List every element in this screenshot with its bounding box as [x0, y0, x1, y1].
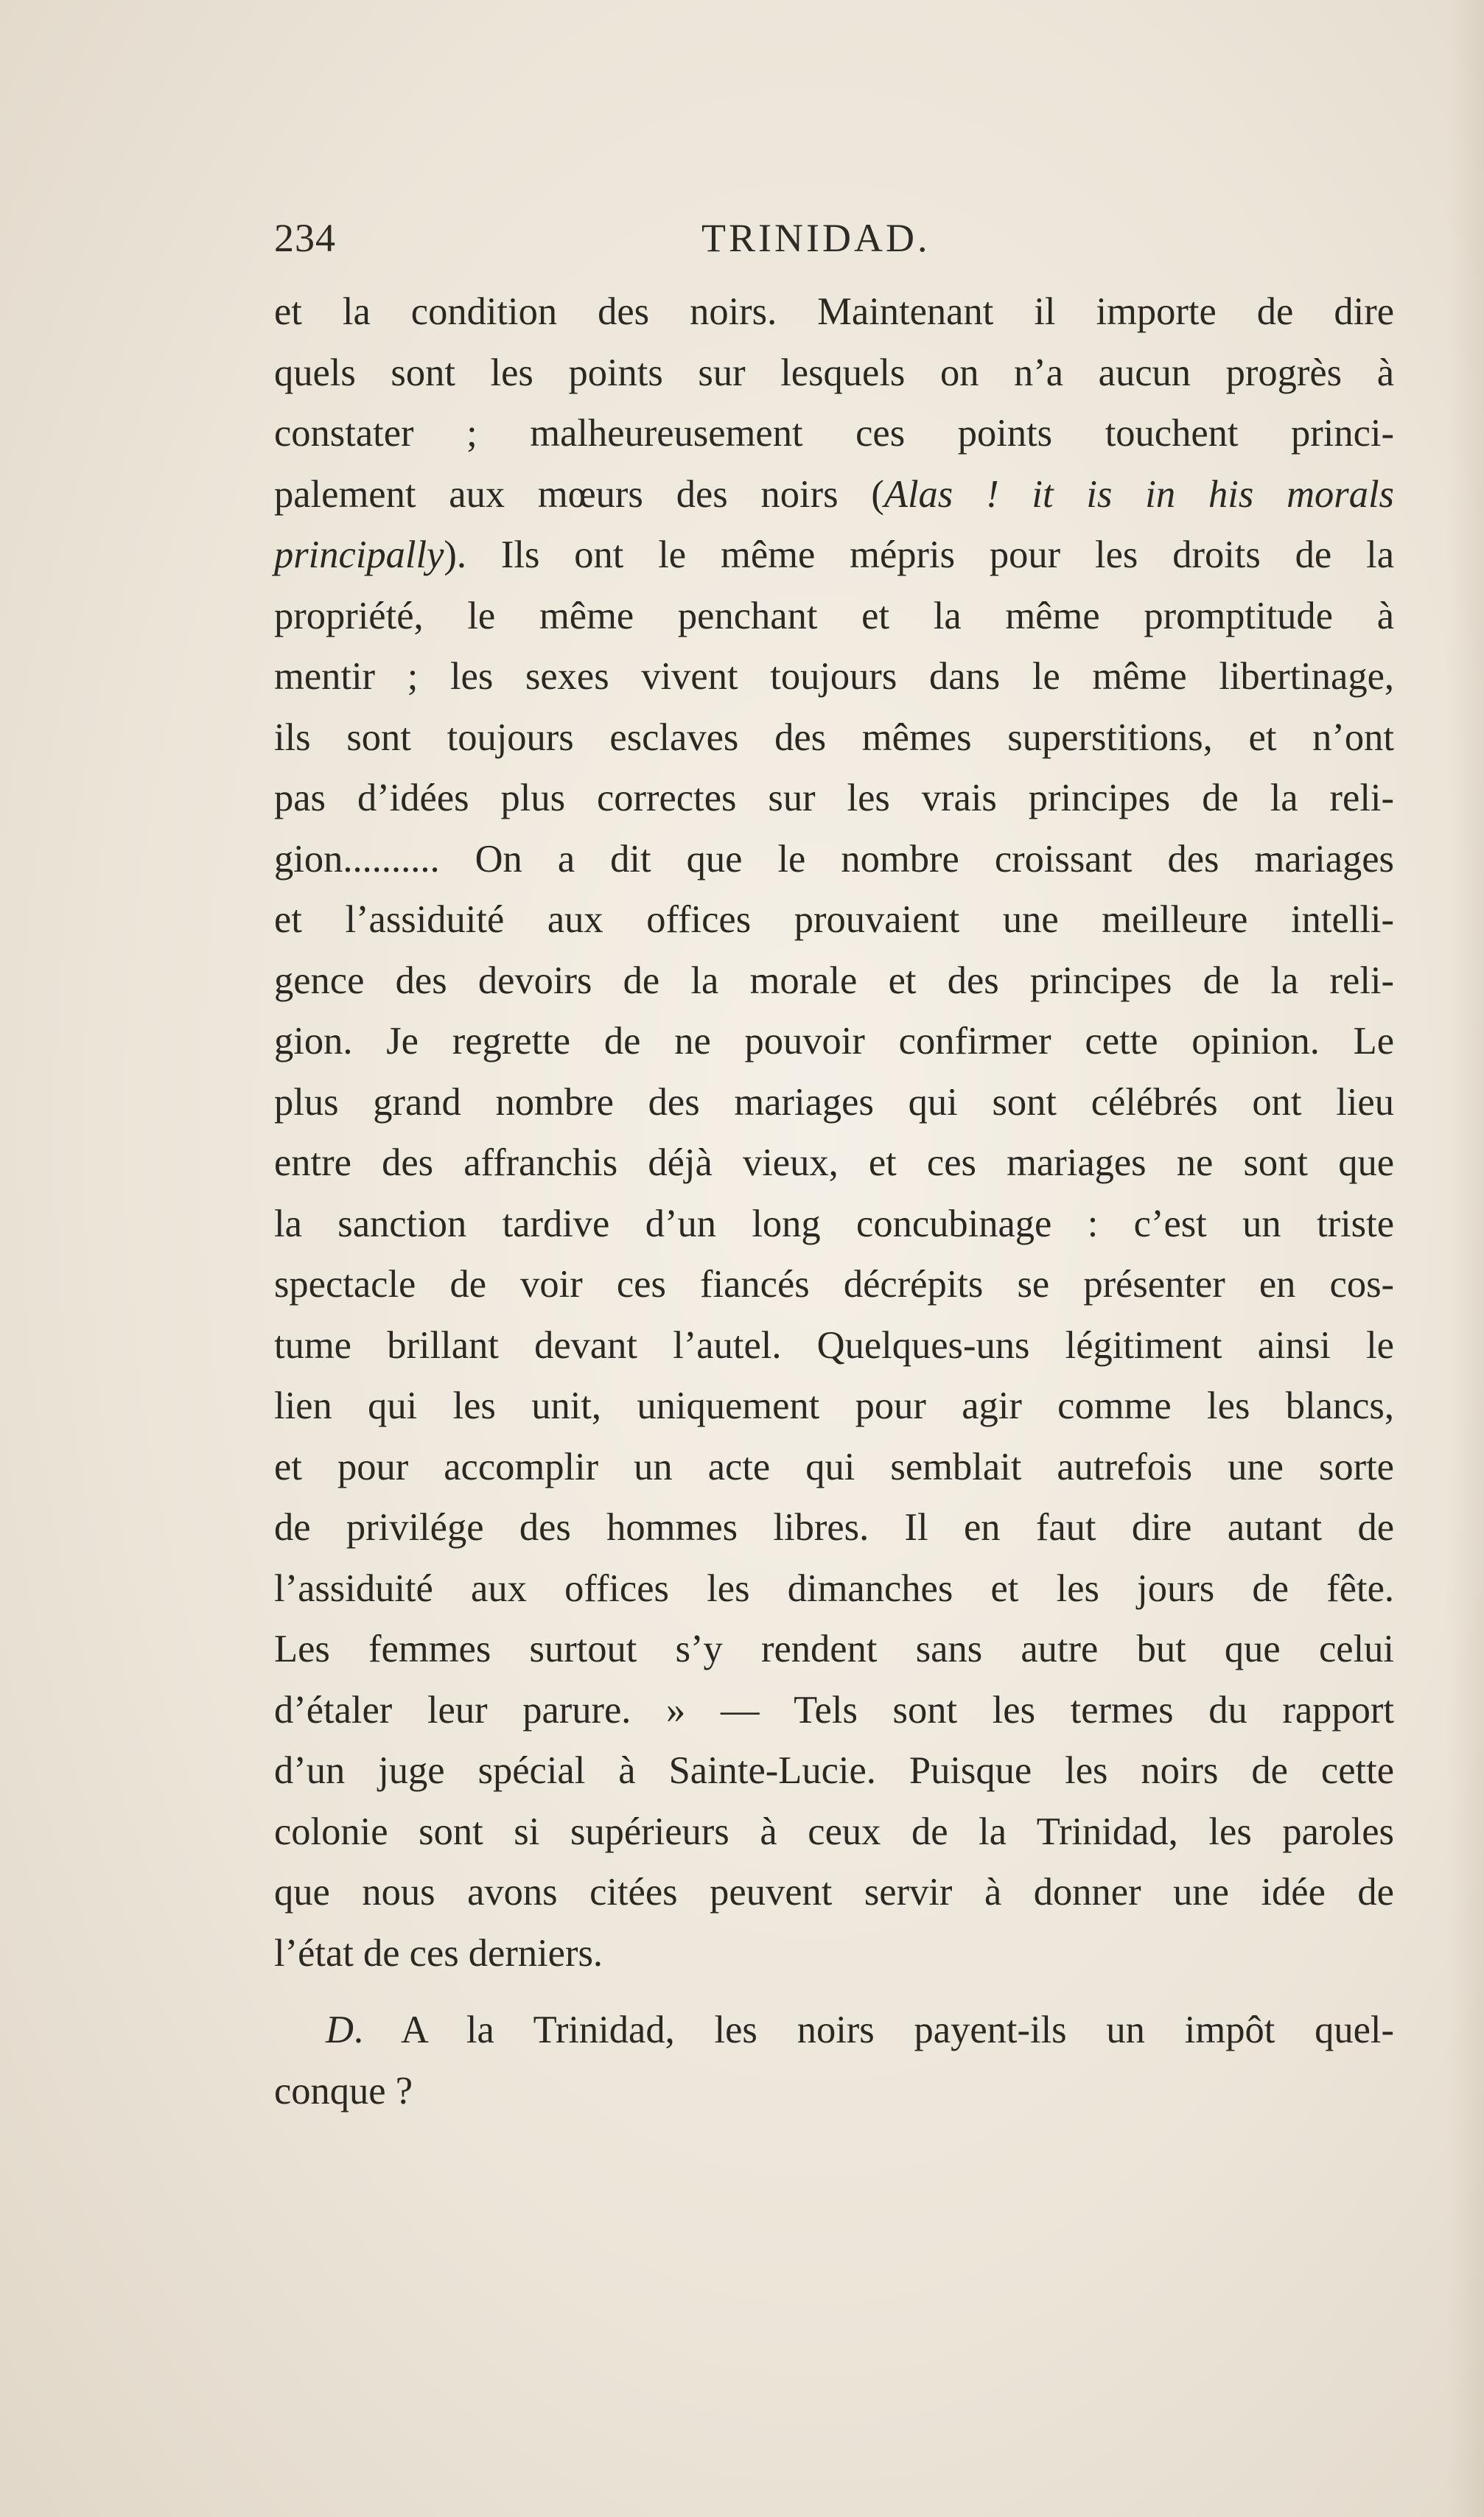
- text-line: [274, 1254, 1394, 1315]
- text-line: [274, 1194, 1394, 1255]
- text-line-content: gion.......... On a dit que le nombre croissant des mariages: [274, 837, 1394, 881]
- text-line: [274, 707, 1394, 769]
- text-line: [274, 646, 1394, 707]
- text-line-content: l’assiduité aux offices les dimanches et les jours de fête.: [274, 1566, 1394, 1610]
- text-line: [274, 1558, 1394, 1620]
- text-line-content: spectacle de voir ces fiancés décrépits se présenter en cos-: [274, 1263, 1394, 1306]
- text-line: [274, 403, 1394, 464]
- body-text: [274, 281, 1394, 2121]
- text-line: [274, 829, 1394, 890]
- text-line-content: conque ?: [274, 2069, 413, 2112]
- text-line-content: de privilége des hommes libres. Il en faut dire autant de: [274, 1506, 1394, 1549]
- running-title: TRINIDAD.: [701, 216, 931, 260]
- text-line: [274, 951, 1394, 1012]
- text-line: [274, 1437, 1394, 1498]
- text-line: [274, 1619, 1394, 1680]
- text-line-content: que nous avons citées peuvent servir à donner une idée de: [274, 1871, 1394, 1914]
- text-line: [274, 889, 1394, 951]
- text-line-content: et l’assiduité aux offices prouvaient une meilleure intelli-: [274, 898, 1394, 941]
- text-line-content: la sanction tardive d’un long concubinage : c’est un triste: [274, 1202, 1394, 1245]
- text-line: [274, 1315, 1394, 1376]
- text-line: [274, 281, 1394, 343]
- text-line-content: pas d’idées plus correctes sur les vrais principes de la reli-: [274, 777, 1394, 819]
- text-line: [274, 1497, 1394, 1558]
- text-line: [274, 768, 1394, 829]
- question-marker-italic: D: [326, 2009, 354, 2051]
- page-edge-shadow: [1447, 0, 1484, 2517]
- text-line-content: tume brillant devant l’autel. Quelques-uns légitiment ainsi le: [274, 1323, 1394, 1367]
- text-line-content: . A la Trinidad, les noirs payent-ils un impôt quel-: [353, 2009, 1394, 2051]
- question-line: [274, 2000, 1394, 2061]
- text-line: [274, 1133, 1394, 1194]
- english-quote-italic: Alas ! it is in his morals: [883, 472, 1394, 516]
- page-number: 234: [274, 216, 336, 260]
- text-line: [274, 1862, 1394, 1923]
- text-line-content: et pour accomplir un acte qui semblait autrefois une sorte: [274, 1445, 1394, 1488]
- text-line-content: l’état de ces derniers.: [274, 1931, 603, 1975]
- text-line: [274, 525, 1394, 586]
- text-line: [274, 586, 1394, 647]
- running-head: [274, 215, 1394, 267]
- text-line: [274, 1740, 1394, 1802]
- paragraph-end-line: [274, 2061, 1394, 2122]
- text-line: [274, 1680, 1394, 1741]
- english-quote-italic: principally: [274, 533, 444, 576]
- text-line-content: colonie sont si supérieurs à ceux de la Trinidad, les paroles: [274, 1810, 1394, 1853]
- text-line: [274, 1011, 1394, 1072]
- text-line-content: d’étaler leur parure. » — Tels sont les termes du rapport: [274, 1688, 1394, 1732]
- text-line-content: ). Ils ont le même mépris pour les droits de la: [444, 533, 1394, 576]
- text-line: [274, 343, 1394, 404]
- text-line-content: d’un juge spécial à Sainte-Lucie. Puisque les noirs de cette: [274, 1749, 1394, 1792]
- text-line: [274, 1072, 1394, 1133]
- text-line-content: lien qui les unit, uniquement pour agir comme les blancs,: [274, 1384, 1394, 1427]
- text-line-content: et la condition des noirs. Maintenant il importe de dire: [274, 290, 1394, 333]
- text-line-content: mentir ; les sexes vivent toujours dans le même libertinage,: [274, 655, 1394, 698]
- text-line-content: ils sont toujours esclaves des mêmes superstitions, et n’ont: [274, 715, 1394, 759]
- text-line-content: propriété, le même penchant et la même promptitude à: [274, 594, 1394, 637]
- text-line: [274, 464, 1394, 525]
- text-line-content: gion. Je regrette de ne pouvoir confirmer cette opinion. Le: [274, 1020, 1394, 1063]
- text-line-content: entre des affranchis déjà vieux, et ces mariages ne sont que: [274, 1141, 1394, 1184]
- paragraph-end-line: [274, 1923, 1394, 1984]
- text-line-content: plus grand nombre des mariages qui sont célébrés ont lieu: [274, 1080, 1394, 1124]
- text-line: [274, 1376, 1394, 1437]
- text-line: [274, 1802, 1394, 1863]
- text-line-content: gence des devoirs de la morale et des principes de la reli-: [274, 959, 1394, 1002]
- text-line-content: Les femmes surtout s’y rendent sans autre but que celui: [274, 1628, 1394, 1670]
- text-line-content: palement aux mœurs des noirs (: [274, 472, 884, 516]
- text-line-content: constater ; malheureusement ces points touchent princi-: [274, 412, 1394, 455]
- text-line-content: quels sont les points sur lesquels on n’a aucun progrès à: [274, 351, 1394, 394]
